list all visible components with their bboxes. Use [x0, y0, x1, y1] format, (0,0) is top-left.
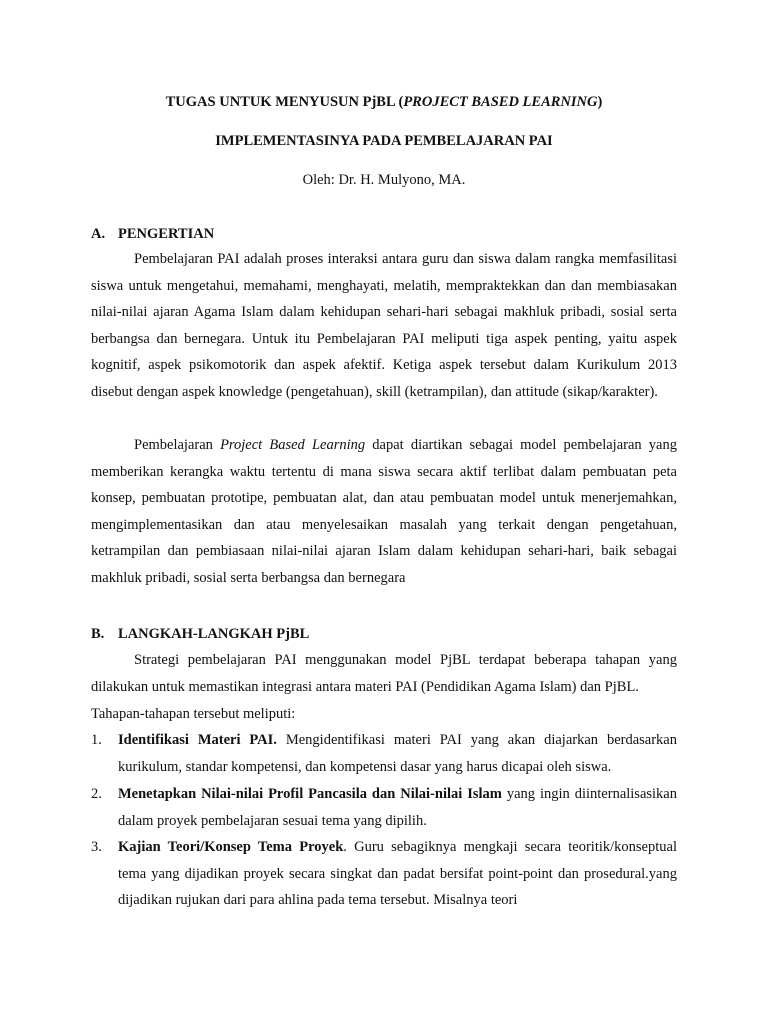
para2-suffix: dapat diartikan sebagai model pembelajaran yang memberikan kerangka waktu tertentu di mana siswa secara aktif terlibat dalam pembuatan peta konsep, pembuatan prototipe, pembuatan alat, dan atau pembuatan model untuk menerjemahkan, mengimplementasikan dan atau menyelesaikan masalah yang terkait dengan pengetahuan, ketrampilan dan pembiasaan nilai-nilai ajaran Islam dalam kehidupan sehari-hari, baik sebagai makhluk pribadi, sosial serta berbangsa dan bernegara [91, 437, 677, 586]
para2-prefix: Pembelajaran [134, 437, 221, 453]
section-b-intro-2: Tahapan-tahapan tersebut meliputi: [91, 706, 296, 722]
document-title-line1 [0, 92, 768, 112]
list-item-body [118, 834, 677, 914]
list-item-bold-label: Identifikasi Materi PAI. [118, 732, 277, 748]
list-item-body [118, 781, 677, 834]
list-item-bold-label: Menetapkan Nilai-nilai Profil Pancasila dan Nilai-nilai Islam [118, 786, 502, 802]
list-item-text: . Guru sebagiknya mengkaji secara teoritik/konseptual tema yang dijadikan proyek secara singkat dan padat bersifat point-point dan prosedural.yang dijadikan rujukan dari para ahlina pada tema tersebut. Misalnya teori [118, 839, 677, 909]
list-item-bold-label: Kajian Teori/Konsep Tema Proyek [118, 839, 344, 855]
list-item-text: Mengidentifikasi materi PAI yang akan diajarkan berdasarkan kurikulum, standar kompetensi, dan kompetensi dasar yang harus dicapai oleh siswa. [118, 732, 677, 775]
list-item [91, 727, 677, 780]
section-b-heading [91, 624, 309, 644]
section-a-heading [91, 224, 214, 244]
list-item-text: yang ingin diinternalisasikan dalam proyek pembelajaran sesuai tema yang dipilih. [118, 786, 677, 829]
title-italic: PROJECT BASED LEARNING [403, 94, 598, 110]
title-suffix: ) [597, 94, 603, 110]
section-a-title: PENGERTIAN [118, 226, 215, 242]
author-line: Oleh: Dr. H. Mulyono, MA. [302, 172, 466, 188]
list-item-body [118, 727, 677, 780]
section-b-letter: B. [91, 626, 105, 642]
section-a-paragraph-2 [91, 432, 677, 592]
section-a-letter: A. [91, 226, 106, 242]
section-a-paragraph-1: Pembelajaran PAI adalah proses interaksi antara guru dan siswa dalam rangka memfasilitasi siswa untuk mengetahui, memahami, menghayati, melatih, mempraktekkan dan dan membiasakan nilai-nilai ajaran Agama Islam dalam kehidupan sehari-hari sebagai makhluk pribadi, sosial serta berbangsa dan bernegara. Untuk itu Pembelajaran PAI meliputi tiga aspek penting, yaitu aspek kognitif, aspek psikomotorik dan aspek afektif. Ketiga aspek tersebut dalam Kurikulum 2013 disebut dengan aspek knowledge (pengetahuan), skill (ketrampilan), dan attitude (sikap/karakter). [91, 251, 677, 400]
list-item-number: 3. [91, 839, 102, 855]
list-item [91, 834, 677, 914]
list-item [91, 781, 677, 834]
title-prefix: TUGAS UNTUK MENYUSUN PjBL ( [165, 94, 404, 110]
section-b-intro: Strategi pembelajaran PAI menggunakan model PjBL terdapat beberapa tahapan yang dilakukan untuk memastikan integrasi antara materi PAI (Pendidikan Agama Islam) dan PjBL. [91, 652, 677, 695]
list-item-number: 2. [91, 786, 102, 802]
document-title-line2: IMPLEMENTASINYA PADA PEMBELAJARAN PAI [215, 133, 553, 149]
list-item-number: 1. [91, 732, 102, 748]
para2-italic: Project Based Learning [220, 437, 366, 453]
section-b-title: LANGKAH-LANGKAH PjBL [118, 626, 310, 642]
